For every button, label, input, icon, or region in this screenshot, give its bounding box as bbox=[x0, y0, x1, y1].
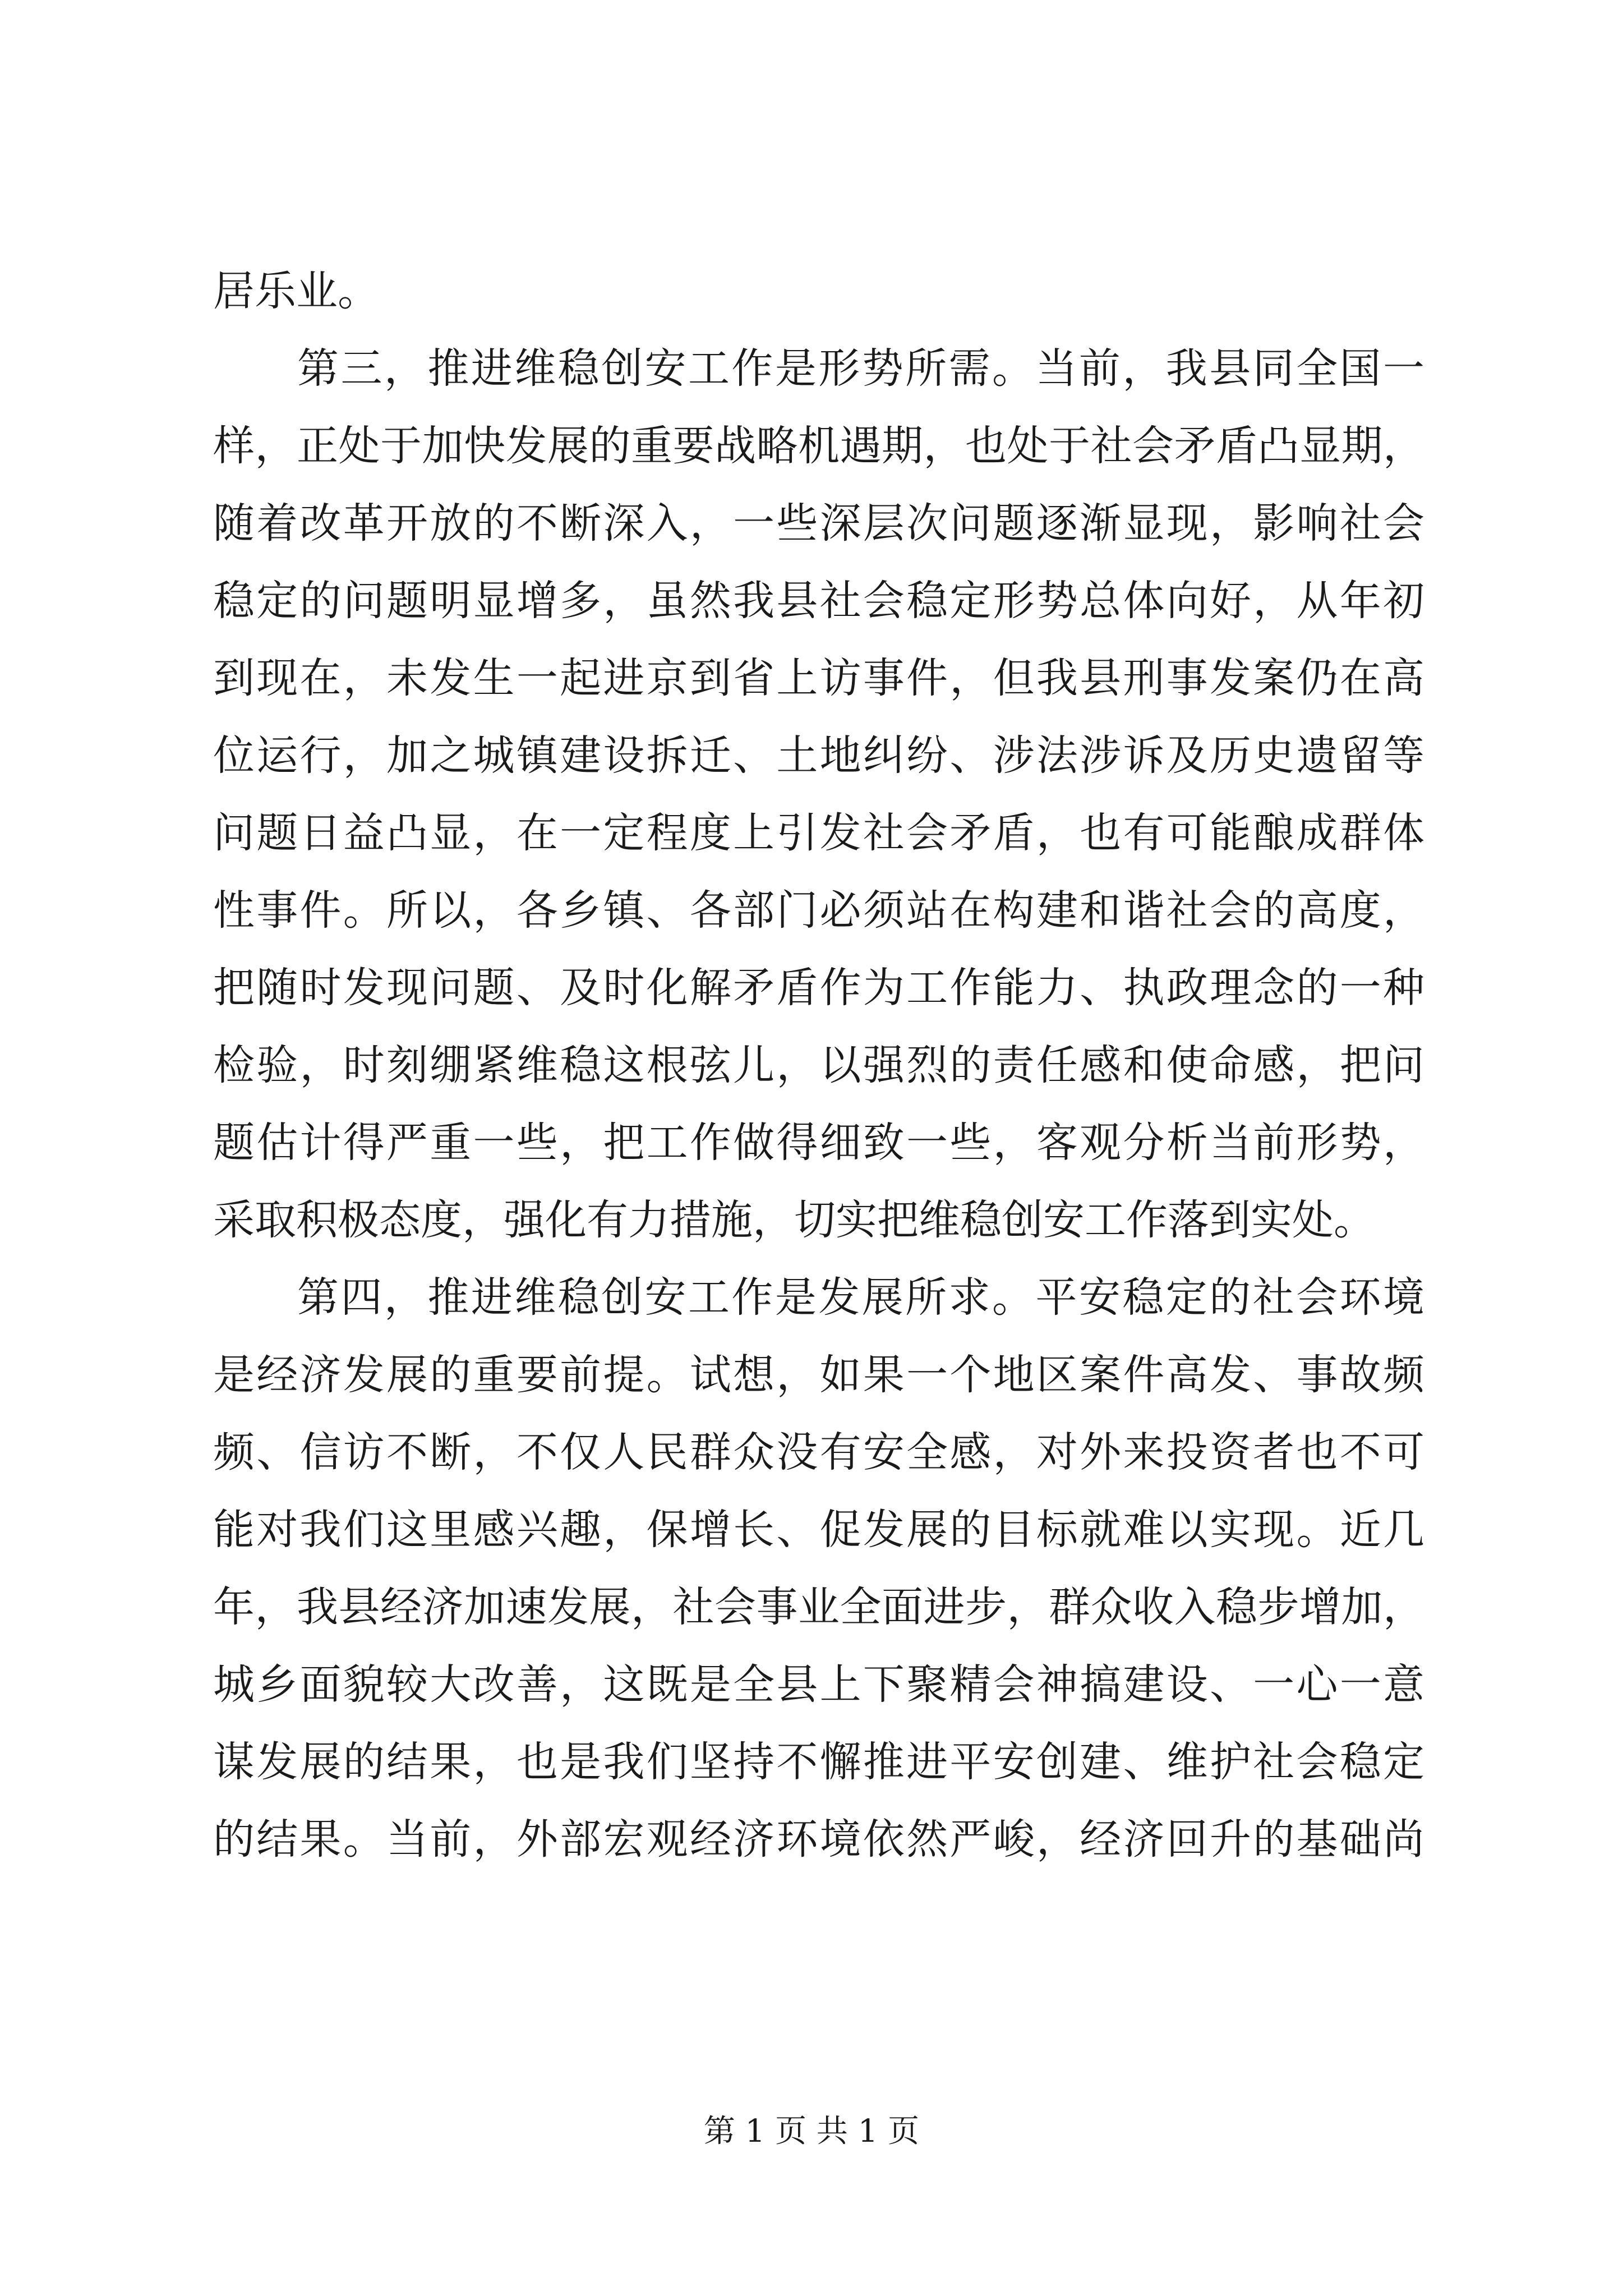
text-line: 位运行，加之城镇建设拆迁、土地纠纷、涉法涉诉及历史遗留等 bbox=[213, 731, 1424, 780]
text-line: 的结果。当前，外部宏观经济环境依然严峻，经济回升的基础尚 bbox=[213, 1815, 1424, 1864]
text-line: 随着改革开放的不断深入，一些深层次问题逐渐显现，影响社会 bbox=[213, 499, 1424, 547]
text-line: 检验，时刻绷紧维稳这根弦儿，以强烈的责任感和使命感，把问 bbox=[213, 1041, 1424, 1089]
text-line: 题估计得严重一些，把工作做得细致一些，客观分析当前形势， bbox=[213, 1119, 1424, 1167]
text-line: 性事件。所以，各乡镇、各部门必须站在构建和谐社会的高度， bbox=[213, 886, 1424, 935]
document-body bbox=[213, 252, 1424, 1878]
text-line: 样，正处于加快发展的重要战略机遇期，也处于社会矛盾凸显期， bbox=[213, 422, 1424, 470]
text-line: 谋发展的结果，也是我们坚持不懈推进平安创建、维护社会稳定 bbox=[213, 1738, 1424, 1786]
text-line: 把随时发现问题、及时化解矛盾作为工作能力、执政理念的一种 bbox=[213, 964, 1424, 1012]
text-line: 第三，推进维稳创安工作是形势所需。当前，我县同全国一 bbox=[297, 344, 1424, 393]
text-line: 稳定的问题明显增多，虽然我县社会稳定形势总体向好，从年初 bbox=[213, 577, 1424, 625]
text-line: 居乐业。 bbox=[213, 267, 379, 315]
text-line: 采取积极态度，强化有力措施，切实把维稳创安工作落到实处。 bbox=[213, 1196, 1375, 1244]
text-line: 问题日益凸显，在一定程度上引发社会矛盾，也有可能酿成群体 bbox=[213, 809, 1424, 857]
text-line: 频、信访不断，不仅人民群众没有安全感，对外来投资者也不可 bbox=[213, 1428, 1424, 1476]
text-line: 到现在，未发生一起进京到省上访事件，但我县刑事发案仍在高 bbox=[213, 654, 1424, 702]
text-line: 是经济发展的重要前提。试想，如果一个地区案件高发、事故频 bbox=[213, 1351, 1424, 1399]
text-line: 城乡面貌较大改善，这既是全县上下聚精会神搞建设、一心一意 bbox=[213, 1660, 1424, 1709]
text-line: 能对我们这里感兴趣，保增长、促发展的目标就难以实现。近几 bbox=[213, 1506, 1424, 1554]
text-line: 第四，推进维稳创安工作是发展所求。平安稳定的社会环境 bbox=[297, 1273, 1424, 1322]
text-line: 年，我县经济加速发展，社会事业全面进步，群众收入稳步增加， bbox=[213, 1583, 1424, 1631]
page-footer: 第 1 页 共 1 页 bbox=[703, 2113, 920, 2150]
